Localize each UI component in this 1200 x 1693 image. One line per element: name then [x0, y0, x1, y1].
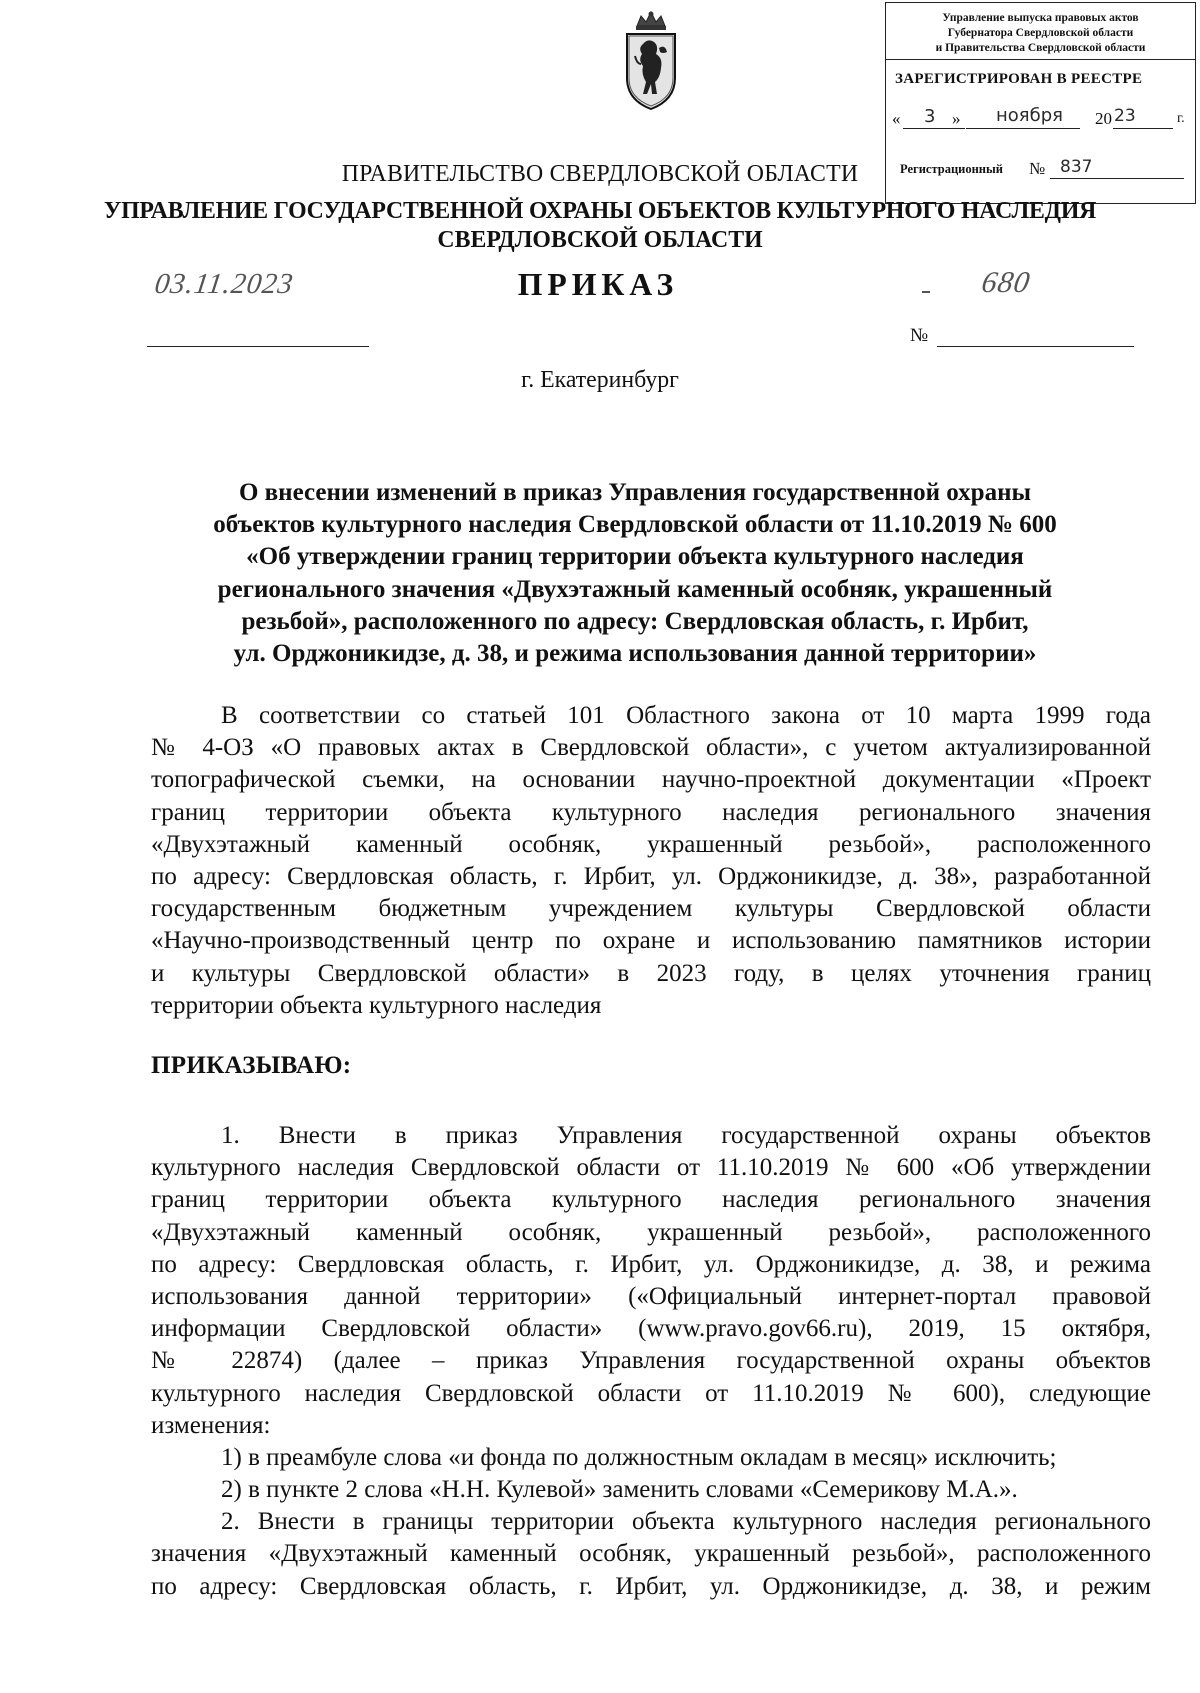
title-line: О внесении изменений в приказ Управления государственной охраны: [238, 479, 1032, 506]
body-line: значения «Двухэтажный каменный особняк, украшенный резьбой», расположенного: [151, 1540, 1151, 1568]
title-line: «Об утверждении границ территории объекта культурного наследия: [246, 543, 1024, 571]
body-line: «Двухэтажный каменный особняк, украшенный резьбой», расположенного: [151, 1218, 1151, 1246]
preamble-line: по адресу: Свердловская область, г. Ирбит, ул. Орджоникидзе, д. 38», разработанной: [151, 862, 1151, 890]
body-line: границ территории объекта культурного наследия регионального значения: [151, 1186, 1151, 1214]
body-line: культурного наследия Свердловской области от 11.10.2019 № 600), следующие: [151, 1379, 1151, 1407]
preamble-line: государственным бюджетным учреждением культуры Свердловской области: [151, 895, 1151, 923]
pen-mark: [922, 291, 930, 293]
stamp-year-abbr: г.: [1177, 111, 1185, 126]
department-name-line1: УПРАВЛЕНИЕ ГОСУДАРСТВЕННОЙ ОХРАНЫ ОБЪЕКТОВ КУЛЬТУРНОГО НАСЛЕДИЯ: [103, 198, 1097, 224]
preamble-line: «Двухэтажный каменный особняк, украшенный резьбой», расположенного: [151, 830, 1151, 858]
preamble-line: «Научно-производственный центр по охране и использованию памятников истории: [151, 927, 1151, 955]
coat-of-arms-emblem: [623, 8, 679, 112]
document-type-title: ПРИКАЗ: [517, 267, 679, 302]
handwritten-number: 680: [979, 266, 1033, 299]
preamble-paragraph: [151, 700, 1151, 1022]
stamp-header-line: и Правительства Свердловской области: [935, 42, 1146, 54]
stamp-month: ноября: [996, 105, 1063, 126]
body-line: 2) в пункте 2 слова «Н.Н. Кулевой» заменить словами «Семерикову М.А.».: [221, 1476, 1018, 1504]
body-line: информации Свердловской области» (www.pravo.gov66.ru), 2019, 15 октября,: [151, 1315, 1151, 1343]
body-line: использования данной территории» («Официальный интернет-портал правовой: [151, 1282, 1151, 1310]
orders-heading: ПРИКАЗЫВАЮ:: [151, 1052, 352, 1079]
body-line: 1. Внести в приказ Управления государственной охраны объектов: [221, 1122, 1151, 1149]
stamp-num-sign: №: [1029, 159, 1046, 178]
stamp-reg-number: 837: [1060, 157, 1093, 177]
number-underline: [937, 346, 1134, 347]
preamble-line: № 4-ОЗ «О правовых актах в Свердловской области», с учетом актуализированной: [151, 734, 1151, 762]
stamp-header-line: Управление выпуска правовых актов: [942, 12, 1139, 24]
stamp-header: [886, 3, 1195, 60]
stamp-registered-label: ЗАРЕГИСТРИРОВАН В РЕЕСТРЕ: [895, 71, 1143, 87]
title-line: регионального значения «Двухэтажный каменный особняк, украшенный: [217, 575, 1053, 603]
stamp-day: 3: [924, 106, 936, 127]
title-line: ул. Орджоникидзе, д. 38, и режима использования данной территории»: [233, 640, 1037, 668]
preamble-line: и культуры Свердловской области» в 2023 году, в целях уточнения границ: [151, 959, 1151, 987]
order-body: [151, 1120, 1151, 1603]
date-underline: [147, 346, 369, 347]
preamble-line: топографической съемки, на основании научно-проектной документации «Проект: [151, 766, 1151, 794]
preamble-line: территории объекта культурного наследия: [151, 991, 602, 1019]
government-name: ПРАВИТЕЛЬСТВО СВЕРДЛОВСКОЙ ОБЛАСТИ: [341, 161, 859, 187]
preamble-line: В соответствии со статьей 101 Областного закона от 10 марта 1999 года: [221, 702, 1151, 729]
number-label: №: [910, 325, 929, 346]
body-line: 1) в преамбуле слова «и фонда по должностным окладам в месяц» исключить;: [221, 1443, 1057, 1471]
body-line: изменения:: [151, 1411, 271, 1439]
body-line: культурного наследия Свердловской области от 11.10.2019 № 600 «Об утверждении: [151, 1154, 1151, 1182]
handwritten-date: 03.11.2023: [152, 268, 296, 300]
stamp-header-line: Губернатора Свердловской области: [947, 27, 1134, 39]
stamp-reg-label: Регистрационный: [900, 162, 1003, 176]
body-line: № 22874) (далее – приказ Управления государственной охраны объектов: [151, 1347, 1151, 1375]
department-name-line2: СВЕРДЛОВСКОЙ ОБЛАСТИ: [437, 227, 763, 253]
city-name: г. Екатеринбург: [521, 367, 679, 393]
stamp-open-quote: «: [892, 109, 901, 128]
stamp-year-prefix: 20: [1095, 109, 1112, 128]
body-line: 2. Внести в границы территории объекта культурного наследия регионального: [221, 1508, 1151, 1536]
title-line: резьбой», расположенного по адресу: Свердловская область, г. Ирбит,: [241, 607, 1029, 635]
stamp-year-suffix: 23: [1114, 106, 1136, 126]
body-line: по адресу: Свердловская область, г. Ирбит, ул. Орджоникидзе, д. 38, и режим: [151, 1572, 1151, 1600]
preamble-line: границ территории объекта культурного наследия регионального значения: [151, 798, 1151, 826]
order-title: [140, 477, 1130, 670]
title-line: объектов культурного наследия Свердловской области от 11.10.2019 № 600: [213, 511, 1057, 539]
stamp-close-quote: »: [952, 109, 961, 128]
body-line: по адресу: Свердловская область, г. Ирбит, ул. Орджоникидзе, д. 38, и режима: [151, 1250, 1151, 1278]
